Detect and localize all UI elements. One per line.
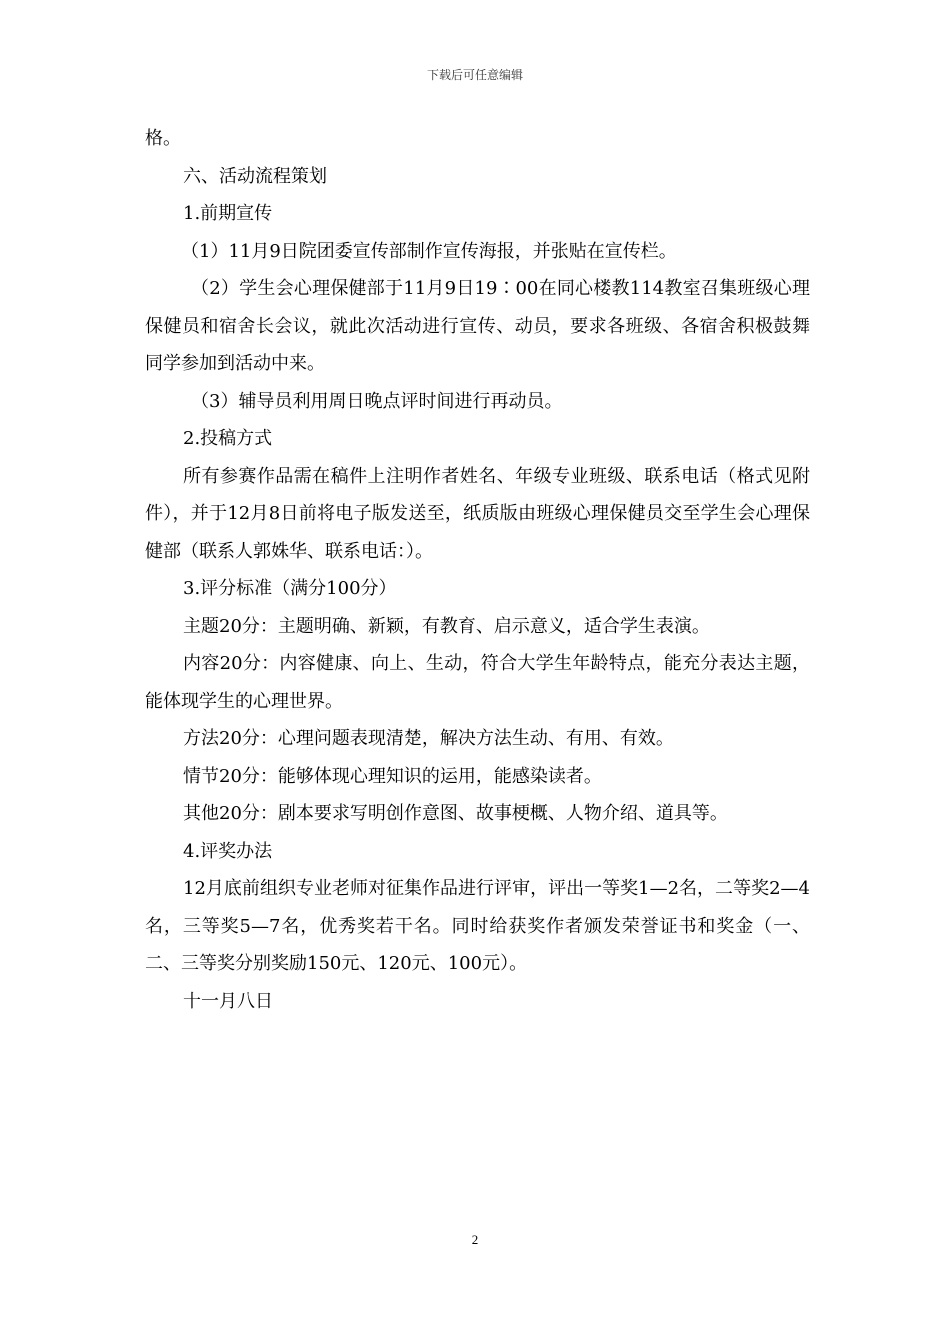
date-line: 十一月八日 [183, 990, 273, 1012]
subsection-heading-awards: 4.评奖办法 [183, 840, 273, 862]
scoring-theme: 主题20分：主题明确、新颖，有教育、启示意义，适合学生表演。 [183, 615, 710, 637]
subsection-heading-scoring: 3.评分标准（满分100分） [183, 578, 397, 599]
subsection-heading-publicity: 1.前期宣传 [183, 203, 273, 224]
scoring-content: 内容20分：内容健康、向上、生动，符合大学生年龄特点，能充分表达主题，能体现学生的心理世界。 [145, 653, 810, 712]
publicity-item-3: （3）辅导员利用周日晚点评时间进行再动员。 [191, 390, 563, 412]
scoring-other: 其他20分：剧本要求写明创作意图、故事梗概、人物介绍、道具等。 [183, 803, 728, 824]
document-body [145, 120, 810, 1020]
header-note: 下载后可任意编辑 [426, 68, 523, 82]
section-heading-activity-flow: 六、活动流程策划 [183, 165, 327, 187]
subsection-heading-submission: 2.投稿方式 [183, 428, 273, 449]
publicity-item-2: （2）学生会心理保健部于11月9日19∶00在同心楼教114教室召集班级心理保健员和宿舍长会议，就此次活动进行宣传、动员，要求各班级、各宿舍积极鼓舞同学参加到活动中来。 [145, 278, 810, 374]
submission-paragraph: 所有参赛作品需在稿件上注明作者姓名、年级专业班级、联系电话（格式见附件），并于12月8日前将电子版发送至，纸质版由班级心理保健员交至学生会心理保健部（联系人郭姝华、联系电话：）。 [145, 465, 810, 562]
scoring-method: 方法20分：心理问题表现清楚，解决方法生动、有用、有效。 [183, 728, 674, 749]
awards-paragraph: 12月底前组织专业老师对征集作品进行评审，评出一等奖1—2名，二等奖2—4名，三等奖5—7名，优秀奖若干名。同时给获奖作者颁发荣誉证书和奖金（一、二、三等奖分别奖励150元、120元、100元）。 [145, 878, 810, 974]
scoring-plot: 情节20分：能够体现心理知识的运用，能感染读者。 [183, 765, 602, 787]
paragraph-continuation: 格。 [145, 128, 181, 149]
publicity-item-1: （1）11月9日院团委宣传部制作宣传海报，并张贴在宣传栏。 [181, 240, 677, 262]
page-number: 2 [471, 1232, 479, 1247]
